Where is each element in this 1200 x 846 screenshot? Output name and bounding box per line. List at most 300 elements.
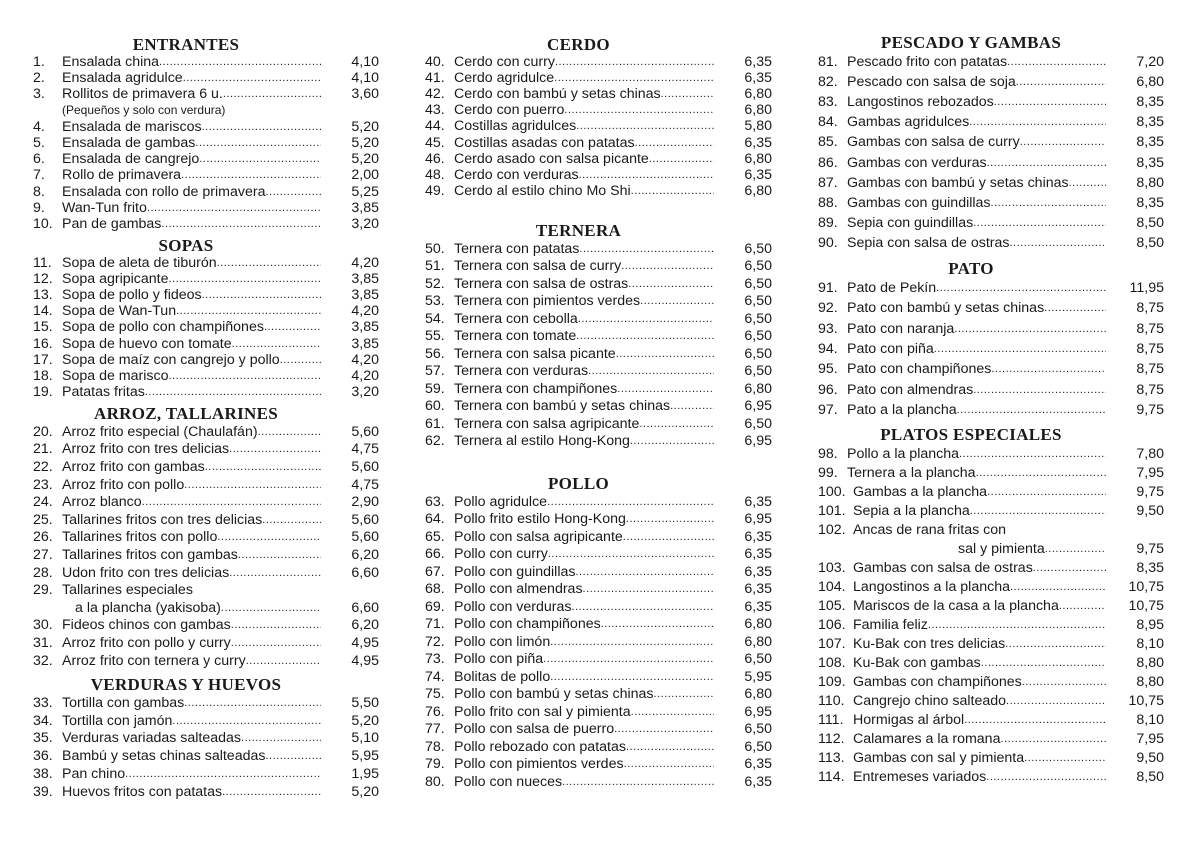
item-price: 6,35	[744, 546, 772, 563]
dot-leader	[548, 548, 714, 560]
item-name: Arroz frito con ternera y curry	[62, 652, 246, 669]
item-number: 79.	[425, 756, 445, 773]
dot-leader	[588, 365, 714, 377]
menu-section-pescado	[818, 33, 1164, 253]
item-number: 54.	[425, 310, 445, 327]
item-number: 44.	[425, 118, 445, 135]
item-number: 25.	[33, 511, 53, 528]
dot-leader	[973, 384, 1106, 396]
item-number: 92.	[818, 300, 838, 317]
dot-leader	[564, 104, 714, 116]
dot-leader	[246, 655, 321, 667]
item-name: Cerdo con puerro	[454, 102, 565, 119]
menu-item	[33, 493, 379, 511]
item-price: 6,80	[744, 150, 772, 167]
item-name: Pollo con nueces	[454, 773, 563, 790]
menu-item	[818, 319, 1164, 339]
item-note: (Pequeños y solo con verdura)	[62, 102, 226, 117]
item-name: Ternera con salsa picante	[454, 345, 616, 362]
item-name: Gambas con salsa de ostras	[853, 559, 1033, 576]
item-number: 81.	[818, 54, 838, 71]
item-price: 8,35	[1136, 134, 1164, 151]
item-price: 3,85	[351, 271, 379, 288]
dot-leader	[554, 72, 714, 84]
item-name: Hormigas al árbol	[853, 712, 965, 729]
dot-leader	[241, 732, 321, 744]
item-price: 6,50	[744, 275, 772, 292]
menu-item	[33, 564, 379, 582]
menu-item	[425, 773, 772, 791]
item-number: 69.	[425, 598, 445, 615]
dot-leader	[223, 88, 321, 100]
item-name: Cangrejo chino salteado	[853, 693, 1007, 710]
item-price: 8,75	[1136, 300, 1164, 317]
menu-item	[818, 711, 1164, 730]
item-price: 6,50	[744, 328, 772, 345]
menu-item	[818, 634, 1164, 653]
item-price: 8,75	[1136, 341, 1164, 358]
dot-leader	[199, 153, 321, 165]
item-name: Costillas agridulces	[454, 118, 577, 135]
item-name: Ensalada de gambas	[62, 135, 196, 152]
dot-leader	[217, 531, 321, 543]
item-price: 8,80	[1136, 674, 1164, 691]
item-price: 6,50	[744, 721, 772, 738]
item-number: 6.	[33, 151, 45, 168]
item-number: 71.	[425, 616, 445, 633]
section-title: CERDO	[547, 35, 610, 54]
menu-item	[818, 298, 1164, 318]
item-price: 5,80	[744, 118, 772, 135]
menu-item	[425, 581, 772, 599]
dot-leader	[264, 321, 321, 333]
item-name: Ternera con patatas	[454, 240, 580, 257]
item-price: 8,35	[1136, 154, 1164, 171]
item-price: 6,95	[744, 511, 772, 528]
item-price: 8,75	[1136, 361, 1164, 378]
item-number: 78.	[425, 738, 445, 755]
item-price: 5,95	[351, 748, 379, 765]
dot-leader	[576, 330, 714, 342]
menu-item	[818, 52, 1164, 72]
item-number: 33.	[33, 694, 53, 711]
item-number: 90.	[818, 234, 838, 251]
menu-item	[425, 721, 772, 739]
item-number: 34.	[33, 712, 53, 729]
menu-item	[425, 258, 772, 276]
menu-section-cerdo	[425, 35, 772, 199]
dot-leader	[631, 185, 714, 197]
menu-item	[818, 213, 1164, 233]
item-number: 52.	[425, 275, 445, 292]
item-number: 105.	[818, 597, 846, 614]
menu-item	[425, 398, 772, 416]
item-name: Cerdo agridulce	[454, 70, 555, 87]
item-price: 2,00	[351, 167, 379, 184]
item-number: 2.	[33, 70, 45, 87]
item-name: Rollo de primavera	[62, 167, 182, 184]
item-price: 2,90	[351, 494, 379, 511]
dot-leader	[231, 619, 321, 631]
dot-leader	[142, 496, 321, 508]
item-price: 3,20	[351, 383, 379, 400]
item-price: 6,50	[744, 310, 772, 327]
dot-leader	[928, 619, 1106, 631]
item-number: 53.	[425, 293, 445, 310]
dot-leader	[969, 116, 1106, 128]
item-price: 7,95	[1136, 731, 1164, 748]
item-name: Ternera con salsa agripicante	[454, 415, 640, 432]
item-name: Sopa de Wan-Tun	[62, 303, 177, 320]
item-number: 107.	[818, 635, 846, 652]
item-number: 45.	[425, 134, 445, 151]
menu-item	[33, 730, 379, 748]
item-price: 6,80	[744, 686, 772, 703]
dot-leader	[176, 305, 321, 317]
menu-item	[425, 703, 772, 721]
item-number: 9.	[33, 199, 45, 216]
item-number: 103.	[818, 559, 846, 576]
item-price: 6,95	[744, 433, 772, 450]
menu-section-verduras	[33, 675, 379, 801]
dot-leader	[628, 278, 714, 290]
menu-item	[818, 577, 1164, 596]
dot-leader	[1000, 733, 1106, 745]
item-name: Cerdo con curry	[454, 54, 555, 71]
item-name: Pato con champiñones	[847, 361, 992, 378]
item-name: Bolitas de pollo	[454, 668, 551, 685]
menu-item	[33, 617, 379, 635]
menu-item	[33, 119, 379, 135]
menu-item	[33, 86, 379, 102]
dot-leader	[217, 257, 321, 269]
menu-item	[33, 529, 379, 547]
item-number: 7.	[33, 167, 45, 184]
menu-item	[818, 339, 1164, 359]
item-name: Ternera con salsa de ostras	[454, 275, 629, 292]
item-price: 6,80	[744, 380, 772, 397]
item-price: 4,75	[351, 441, 379, 458]
dot-leader	[583, 583, 714, 595]
menu-item	[33, 458, 379, 476]
dot-leader	[572, 601, 714, 613]
item-price: 11,95	[1129, 280, 1164, 297]
menu-item	[33, 271, 379, 287]
item-price: 8,75	[1136, 381, 1164, 398]
menu-item	[33, 511, 379, 529]
item-name: Mariscos de la casa a la plancha	[853, 597, 1059, 614]
item-price: 8,50	[1136, 769, 1164, 786]
dot-leader	[205, 461, 321, 473]
item-name: Gambas con guindillas	[847, 194, 991, 211]
item-name: Pollo con bambú y setas chinas	[454, 686, 654, 703]
item-number: 24.	[33, 494, 53, 511]
menu-item	[425, 598, 772, 616]
menu-item	[33, 303, 379, 319]
dot-leader	[550, 636, 714, 648]
menu-section-sopas	[33, 236, 379, 400]
menu-item	[818, 463, 1164, 482]
item-name: Ensalada china	[62, 54, 160, 71]
item-number: 20.	[33, 423, 53, 440]
dot-leader	[550, 671, 714, 683]
item-price: 8,35	[1136, 194, 1164, 211]
dot-leader	[614, 723, 714, 735]
item-number: 57.	[425, 363, 445, 380]
item-price: 4,10	[351, 54, 379, 71]
item-number: 51.	[425, 258, 445, 275]
dot-leader	[1022, 676, 1106, 688]
item-price: 9,50	[1136, 750, 1164, 767]
item-name: Cerdo con verduras	[454, 166, 579, 183]
item-name: Tortilla con jamón	[62, 712, 173, 729]
dot-leader	[635, 137, 714, 149]
dot-leader	[973, 217, 1106, 229]
item-price: 8,35	[1136, 559, 1164, 576]
menu-item	[33, 167, 379, 183]
item-price: 7,20	[1136, 54, 1164, 71]
item-price: 4,75	[351, 476, 379, 493]
dot-leader	[222, 786, 321, 798]
menu-item	[33, 581, 379, 599]
dot-leader	[183, 72, 321, 84]
item-name: Pollo con curry	[454, 546, 548, 563]
dot-leader	[964, 714, 1106, 726]
item-name: Verduras variadas salteadas	[62, 730, 242, 747]
menu-item	[425, 493, 772, 511]
item-price: 6,80	[744, 616, 772, 633]
dot-leader	[229, 443, 321, 455]
dot-leader	[1005, 638, 1106, 650]
menu-item	[33, 184, 379, 200]
item-number: 32.	[33, 652, 53, 669]
menu-item	[33, 54, 379, 70]
menu-item	[33, 765, 379, 783]
menu-item	[33, 319, 379, 335]
item-number: 72.	[425, 633, 445, 650]
menu-item	[33, 135, 379, 151]
menu-item	[425, 310, 772, 328]
item-number: 102.	[818, 521, 846, 538]
dot-leader	[649, 153, 714, 165]
item-name: Cerdo asado con salsa picante	[454, 150, 649, 167]
dot-leader	[543, 653, 714, 665]
item-name: Ternera con salsa de curry	[454, 258, 622, 275]
dot-leader	[202, 121, 321, 133]
menu-item	[818, 132, 1164, 152]
menu-item	[33, 70, 379, 86]
menu-item	[33, 216, 379, 232]
item-number: 23.	[33, 476, 53, 493]
item-price: 7,95	[1136, 464, 1164, 481]
section-title: PLATOS ESPECIALES	[880, 425, 1062, 444]
item-name: Pato con almendras	[847, 381, 974, 398]
item-name: Sopa de marisco	[62, 367, 169, 384]
dot-leader	[168, 370, 321, 382]
item-price: 6,35	[744, 493, 772, 510]
dot-leader	[195, 137, 321, 149]
item-name: Langostinos a la plancha	[853, 578, 1010, 595]
item-number: 63.	[425, 493, 445, 510]
menu-item	[818, 193, 1164, 213]
dot-leader	[601, 618, 714, 630]
item-number: 10.	[33, 215, 53, 232]
item-number: 76.	[425, 703, 445, 720]
menu-item	[425, 183, 772, 199]
item-number: 96.	[818, 381, 838, 398]
item-number: 80.	[425, 773, 445, 790]
item-name: Pollo con pimientos verdes	[454, 756, 624, 773]
item-number: 29.	[33, 582, 53, 599]
menu-item	[425, 54, 772, 70]
menu-item	[818, 112, 1164, 132]
item-number: 11.	[33, 255, 52, 272]
item-number: 101.	[818, 502, 846, 519]
item-name: Costillas asadas con patatas	[454, 134, 635, 151]
item-number: 50.	[425, 240, 445, 257]
item-name: Gambas a la plancha	[853, 483, 988, 500]
dot-leader	[159, 56, 321, 68]
dot-leader	[125, 768, 321, 780]
item-price: 5,20	[351, 118, 379, 135]
dot-leader	[1020, 136, 1106, 148]
dot-leader	[562, 776, 714, 788]
menu-item	[818, 400, 1164, 420]
item-number: 108.	[818, 655, 846, 672]
dot-leader	[265, 750, 321, 762]
dot-leader	[555, 56, 714, 68]
item-number: 65.	[425, 528, 445, 545]
menu-item	[818, 482, 1164, 501]
dot-leader	[168, 273, 321, 285]
item-number: 28.	[33, 564, 53, 581]
item-name: Fideos chinos con gambas	[62, 617, 231, 634]
item-number: 56.	[425, 345, 445, 362]
item-price: 5,60	[351, 458, 379, 475]
dot-leader	[184, 697, 321, 709]
item-number: 17.	[33, 351, 53, 368]
menu-item	[425, 511, 772, 529]
item-number: 104.	[818, 578, 846, 595]
item-name: Ku-Bak con tres delicias	[853, 635, 1006, 652]
item-name: Entremeses variados	[853, 769, 987, 786]
menu-section-pato	[818, 259, 1164, 420]
item-number: 64.	[425, 511, 445, 528]
section-title: SOPAS	[158, 236, 214, 255]
item-name: Sopa de huevo con tomate	[62, 335, 232, 352]
section-title: ARROZ, TALLARINES	[94, 404, 278, 423]
item-price: 6,60	[351, 599, 379, 616]
item-number: 67.	[425, 563, 445, 580]
item-name: Pollo rebozado con patatas	[454, 738, 626, 755]
dot-leader	[616, 348, 714, 360]
item-name: Pollo con limón	[454, 633, 551, 650]
menu-item	[33, 546, 379, 564]
item-price: 4,20	[351, 367, 379, 384]
item-name: Gambas con salsa de curry	[847, 134, 1020, 151]
item-number: 49.	[425, 182, 445, 199]
item-price: 10,75	[1128, 693, 1164, 710]
dot-leader	[1009, 237, 1106, 249]
item-name: Sopa de maíz con cangrejo y pollo	[62, 351, 280, 368]
item-price: 4,95	[351, 652, 379, 669]
item-price: 9,50	[1136, 502, 1164, 519]
item-number: 39.	[33, 783, 53, 800]
item-number: 14.	[33, 303, 53, 320]
dot-leader	[991, 363, 1106, 375]
item-price: 3,20	[351, 215, 379, 232]
item-price: 5,20	[351, 151, 379, 168]
item-price: 3,60	[351, 86, 379, 103]
dot-leader	[957, 404, 1106, 416]
item-number: 114.	[818, 769, 845, 786]
dot-leader	[617, 383, 714, 395]
item-number: 48.	[425, 166, 445, 183]
item-price: 6,50	[744, 651, 772, 668]
menu-item	[818, 692, 1164, 711]
item-name: Pato con naranja	[847, 320, 955, 337]
item-name: Arroz blanco	[62, 494, 142, 511]
dot-leader	[147, 202, 321, 214]
menu-item	[425, 686, 772, 704]
item-price: 6,50	[744, 293, 772, 310]
dot-leader	[265, 186, 321, 198]
item-name: Pan de gambas	[62, 215, 162, 232]
item-number: 100.	[818, 483, 846, 500]
item-number: 60.	[425, 398, 445, 415]
item-name: Gambas con sal y pimienta	[853, 750, 1025, 767]
dot-leader	[1044, 302, 1106, 314]
menu-item	[33, 712, 379, 730]
item-name: Sopa de pollo y fideos	[62, 287, 202, 304]
item-number: 91.	[818, 280, 838, 297]
menu-item	[818, 379, 1164, 399]
menu-item	[425, 240, 772, 258]
item-price: 5,60	[351, 529, 379, 546]
dot-leader	[229, 567, 321, 579]
item-name: Gambas con bambú y setas chinas	[847, 174, 1069, 191]
item-name: Ensalada de cangrejo	[62, 151, 200, 168]
menu-item-continuation	[33, 599, 379, 617]
dot-leader	[639, 418, 714, 430]
menu-item	[425, 633, 772, 651]
menu-section-entrantes	[33, 35, 379, 232]
item-number: 77.	[425, 721, 445, 738]
item-name: Wan-Tun frito	[62, 199, 147, 216]
menu-item	[33, 255, 379, 271]
dot-leader	[238, 549, 321, 561]
item-price: 5,95	[744, 668, 772, 685]
item-price: 8,75	[1136, 320, 1164, 337]
menu-item	[818, 596, 1164, 615]
item-name: Pan chino	[62, 766, 126, 783]
item-name: Gambas con verduras	[847, 154, 987, 171]
menu-item	[33, 694, 379, 712]
item-name: Rollitos de primavera 6 u.	[62, 86, 223, 103]
menu-item	[425, 380, 772, 398]
item-name: Cerdo al estilo chino Mo Shi	[454, 182, 631, 199]
menu-item	[818, 768, 1164, 787]
dot-leader	[280, 354, 321, 366]
item-price: 5,25	[351, 183, 379, 200]
item-number: 83.	[818, 94, 838, 111]
menu-item	[33, 423, 379, 441]
item-price: 7,80	[1136, 445, 1164, 462]
item-name: Langostinos rebozados	[847, 94, 994, 111]
item-price: 8,35	[1136, 114, 1164, 131]
item-name: Sepia con salsa de ostras	[847, 234, 1010, 251]
item-price: 3,85	[351, 319, 379, 336]
